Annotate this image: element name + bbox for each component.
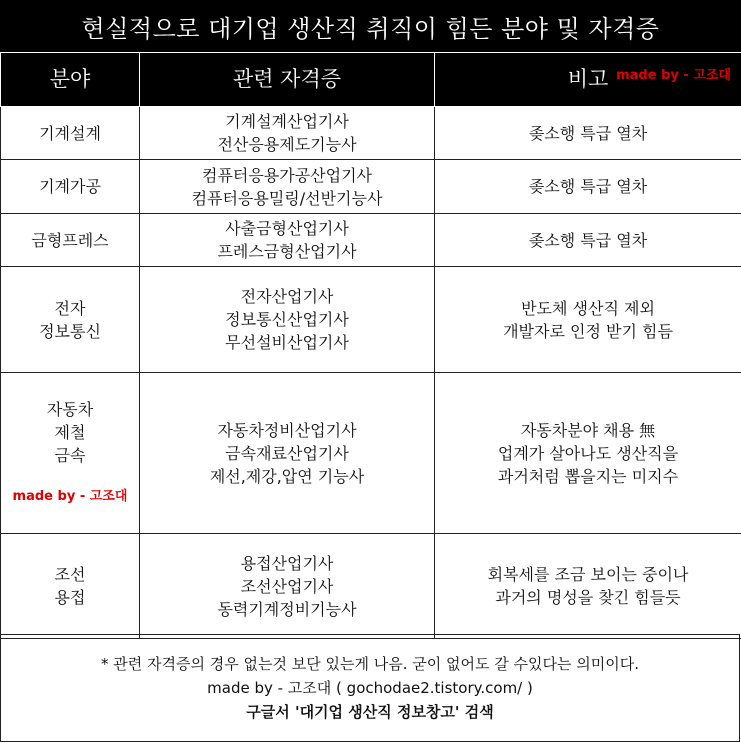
header-remark <box>435 53 741 107</box>
remark-cell: 반도체 생산직 제외 개발자로 인정 받기 힘듬 <box>435 267 741 373</box>
cert-cell: 사출금형산업기사 프레스금형산업기사 <box>140 214 435 267</box>
cert-cell: 기계설계산업기사 전산응용제도기능사 <box>140 107 435 160</box>
watermark-credit: made by - 고조대 <box>616 68 731 83</box>
watermark-credit: made by - 고조대 <box>12 489 128 504</box>
table-row <box>1 160 741 214</box>
table-row <box>1 534 741 639</box>
table-row <box>1 267 741 373</box>
header-remark-label: 비고 <box>567 67 609 91</box>
header-field: 분야 <box>1 53 140 107</box>
table-row <box>1 373 741 534</box>
certificate-table <box>0 52 741 639</box>
cert-cell: 컴퓨터응용가공산업기사 컴퓨터응용밀링/선반기능사 <box>140 160 435 214</box>
footer-note: * 관련 자격증의 경우 없는것 보단 있는게 나음. 굳이 없어도 갈 수있다는 의미이다. <box>101 655 639 673</box>
table-row <box>1 107 741 160</box>
header-cert: 관련 자격증 <box>140 53 435 107</box>
field-cell: 자동차 제철 금속 made by - 고조대 <box>1 373 140 534</box>
cert-cell: 자동차정비산업기사 금속재료산업기사 제선,제강,압연 기능사 <box>140 373 435 534</box>
cert-cell: 전자산업기사 정보통신산업기사 무선설비산업기사 <box>140 267 435 373</box>
footer-notes <box>0 634 740 742</box>
remark-cell: 회복세를 조금 보이는 중이나 과거의 명성을 찾긴 힘들듯 <box>435 534 741 639</box>
remark-cell: 자동차분야 채용 無 업계가 살아나도 생산직을 과거처럼 뽑을지는 미지수 <box>435 373 741 534</box>
field-cell: 기계설계 <box>1 107 140 160</box>
page-title: 현실적으로 대기업 생산직 취직이 힘든 분야 및 자격증 <box>0 0 741 52</box>
table-row <box>1 214 741 267</box>
remark-cell: 좆소행 특급 열차 <box>435 160 741 214</box>
field-cell: 금형프레스 <box>1 214 140 267</box>
remark-cell: 좆소행 특급 열차 <box>435 107 741 160</box>
field-cell: 전자 정보통신 <box>1 267 140 373</box>
field-cell: 기계가공 <box>1 160 140 214</box>
remark-cell: 좆소행 특급 열차 <box>435 214 741 267</box>
footer-search-hint: 구글서 '대기업 생산직 정보창고' 검색 <box>246 703 494 721</box>
field-cell: 조선 용접 <box>1 534 140 639</box>
table-header-row <box>1 53 741 107</box>
footer-credit: made by - 고조대 ( gochodae2.tistory.com/ ) <box>207 679 533 697</box>
cert-cell: 용접산업기사 조선산업기사 동력기계정비기능사 <box>140 534 435 639</box>
